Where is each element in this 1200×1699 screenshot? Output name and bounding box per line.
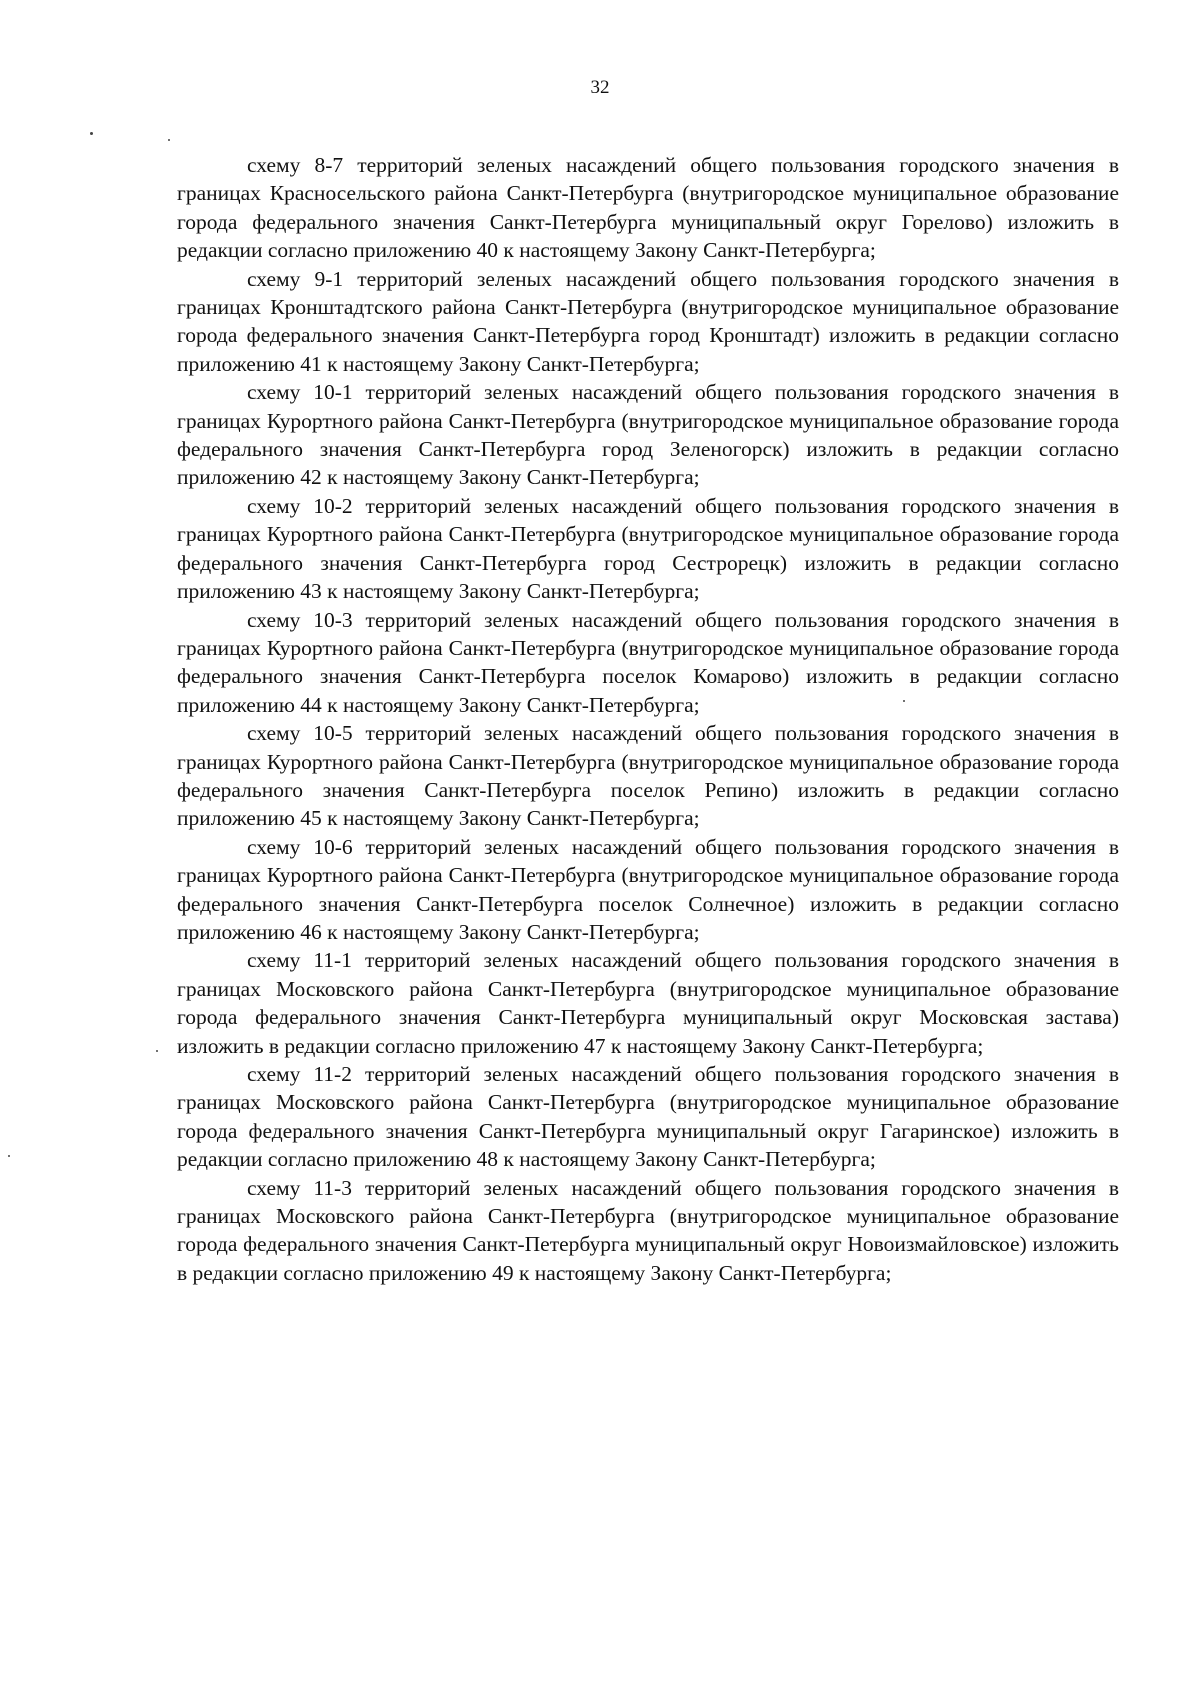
paragraph-scheme-10-3: схему 10-3 территорий зеленых насаждений общего пользования городского значения в границах Курортного района Санкт-Петербурга (внутригородское муниципальное образование города федерального значения Санкт-Петербурга поселок Комарово) изложить в редакции согласно приложению 44 к настоящему Закону Санкт-Петербурга; bbox=[177, 607, 1119, 717]
paragraph-scheme-11-1: схему 11-1 территорий зеленых насаждений общего пользования городского значения в границах Московского района Санкт-Петербурга (внутригородское муниципальное образование города федерального значения Санкт-Петербурга муниципальный округ Московская застава) изложить в редакции согласно приложению 47 к настоящему Закону Санкт-Петербурга; bbox=[177, 948, 1119, 1058]
document-body bbox=[177, 151, 1119, 1287]
scan-speck bbox=[8, 1155, 10, 1157]
page-number: 32 bbox=[590, 77, 610, 98]
paragraph-scheme-10-6: схему 10-6 территорий зеленых насаждений общего пользования городского значения в границах Курортного района Санкт-Петербурга (внутригородское муниципальное образование города федерального значения Санкт-Петербурга поселок Солнечное) изложить в редакции согласно приложению 46 к настоящему Закону Санкт-Петербурга; bbox=[177, 834, 1119, 944]
paragraph-scheme-10-2: схему 10-2 территорий зеленых насаждений общего пользования городского значения в границах Курортного района Санкт-Петербурга (внутригородское муниципальное образование города федерального значения Санкт-Петербурга город Сестрорецк) изложить в редакции согласно приложению 43 к настоящему Закону Санкт-Петербурга; bbox=[177, 493, 1119, 604]
paragraph-scheme-9-1: схему 9-1 территорий зеленых насаждений общего пользования городского значения в границах Кронштадтского района Санкт-Петербурга (внутригородское муниципальное образование города федерального значения Санкт-Петербурга город Кронштадт) изложить в редакции согласно приложению 41 к настоящему Закону Санкт-Петербурга; bbox=[177, 266, 1119, 376]
paragraph-scheme-11-3: схему 11-3 территорий зеленых насаждений общего пользования городского значения в границах Московского района Санкт-Петербурга (внутригородское муниципальное образование города федерального значения Санкт-Петербурга муниципальный округ Новоизмайловское) изложить в редакции согласно приложению 49 к настоящему Закону Санкт-Петербурга; bbox=[177, 1175, 1119, 1285]
scan-speck bbox=[90, 132, 93, 135]
paragraph-scheme-10-1: схему 10-1 территорий зеленых насаждений общего пользования городского значения в границах Курортного района Санкт-Петербурга (внутригородское муниципальное образование города федерального значения Санкт-Петербурга город Зеленогорск) изложить в редакции согласно приложению 42 к настоящему Закону Санкт-Петербурга; bbox=[177, 380, 1119, 490]
scan-speck bbox=[156, 1050, 158, 1052]
paragraph-scheme-11-2: схему 11-2 территорий зеленых насаждений общего пользования городского значения в границах Московского района Санкт-Петербурга (внутригородское муниципальное образование города федерального значения Санкт-Петербурга муниципальный округ Гагаринское) изложить в редакции согласно приложению 48 к настоящему Закону Санкт-Петербурга; bbox=[177, 1062, 1119, 1172]
paragraph-scheme-10-5: схему 10-5 территорий зеленых насаждений общего пользования городского значения в границах Курортного района Санкт-Петербурга (внутригородское муниципальное образование города федерального значения Санкт-Петербурга поселок Репино) изложить в редакции согласно приложению 45 к настоящему Закону Санкт-Петербурга; bbox=[177, 721, 1119, 831]
scan-speck bbox=[168, 139, 170, 141]
paragraph-scheme-8-7: схему 8-7 территорий зеленых насаждений общего пользования городского значения в границах Красносельского района Санкт-Петербурга (внутригородское муниципальное образование города федерального значения Санкт-Петербурга муниципальный округ Горелово) изложить в редакции согласно приложению 40 к настоящему Закону Санкт-Петербурга; bbox=[177, 153, 1119, 263]
